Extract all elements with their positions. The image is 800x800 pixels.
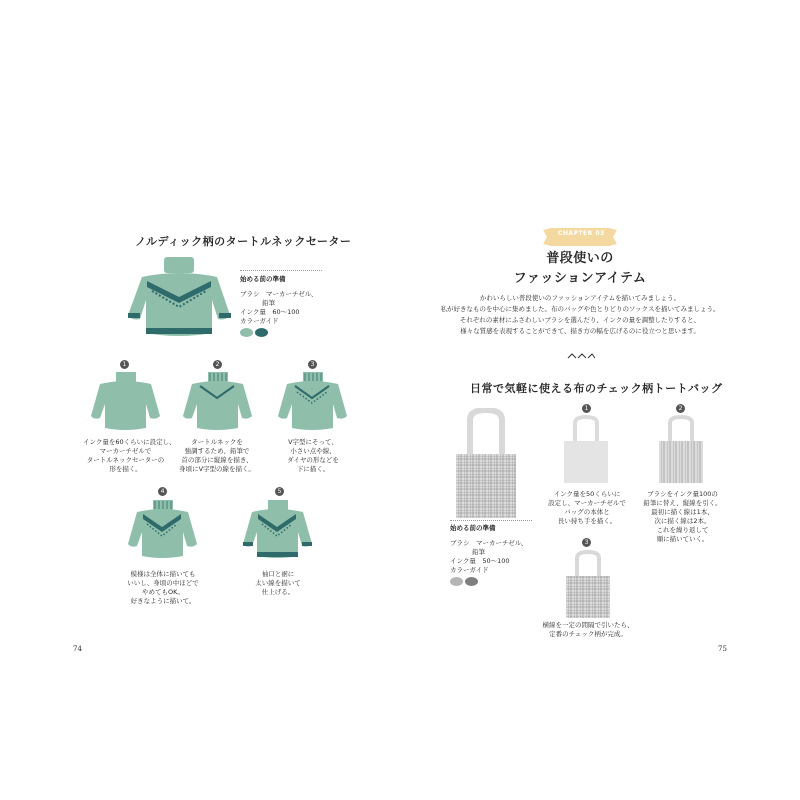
step-5-line: 袖口と裾に (261, 570, 295, 578)
bag-step-2-line: 次に描く線は2本。 (654, 517, 711, 525)
step-1-caption (83, 438, 176, 474)
right-prep-brush: ブラシ マーカーチゼル、 (450, 539, 528, 547)
step-3-line: V字型にそって、 (288, 438, 338, 446)
bag-step-2-line: 順に描いていく。 (656, 535, 709, 543)
color-swatch-teal (255, 328, 268, 337)
bag-step-2-line: ブラシをインク量100の (647, 490, 718, 498)
bag-step-2-caption (640, 490, 725, 544)
bag-step-1-badge: 1 (582, 404, 591, 413)
bag-step-3-caption (540, 621, 636, 639)
step-1-line: 形を描く。 (109, 465, 142, 473)
bag-step-2-badge: 2 (676, 404, 685, 413)
color-swatch-dark-gray (465, 577, 478, 586)
left-prep-heading: 始める前の準備 (240, 275, 286, 283)
step-1-line: マーカーチゼルで (99, 447, 152, 455)
section-ornament (566, 352, 596, 360)
intro-line: それぞれの素材にふさわしいブラシを選んだり、インクの量を調整したりすると、 (459, 316, 701, 324)
right-prep-divider (450, 520, 532, 521)
bag-step-1-line: 長い持ち手を描く。 (557, 517, 617, 525)
chapter-title-line-2: ファッションアイテム (513, 271, 647, 286)
bag-step-2-line: これを繰り返して (656, 526, 709, 534)
chapter-ribbon-label: CHAPTER 03 (558, 230, 605, 237)
step-5-sweater-illustration (240, 500, 316, 562)
bag-step-3-badge: 3 (582, 538, 591, 547)
left-prep-brush: ブラシ マーカーチゼル、 (240, 290, 318, 298)
right-page-title: 日常で気軽に使える布のチェック柄トートバッグ (470, 382, 723, 395)
left-page-number: 74 (73, 645, 82, 653)
bag-step-1-illustration (560, 415, 612, 485)
intro-line: 私が好きなものを中心に集めました。布のバッグや色とりどりのソックスを描いてみましょう。 (440, 305, 720, 313)
step-4-badge: 4 (158, 487, 167, 496)
bag-step-2-line: 鉛筆に替え、縦線を引く。 (643, 499, 722, 507)
right-prep-color: カラーガイド (450, 566, 489, 574)
step-4-line: やめてもOK。 (142, 588, 184, 596)
bag-step-1-line: 設定し、マーカーチゼルで (548, 499, 626, 507)
left-prep-divider (240, 270, 322, 271)
step-4-line: いいし、身頃の中ほどで (127, 579, 199, 587)
left-page-title: ノルディック柄のタートルネックセーター (135, 235, 352, 248)
left-prep-block (240, 275, 317, 340)
tote-bag-illustration (452, 408, 520, 520)
step-3-line: 小さい点や線、 (290, 447, 336, 455)
intro-line: 様々な質感を表現することができて、描き方の幅を広げるのに役立つと思います。 (460, 327, 700, 335)
bag-step-2-illustration (655, 415, 707, 485)
step-2-line: 首の部分に縦線を描き、 (181, 456, 253, 464)
bag-step-2-line: 最初に描く線は1本、 (651, 508, 714, 516)
right-prep-brush2: 鉛筆 (472, 548, 485, 556)
chapter-title-line-1: 普段使いの (546, 251, 614, 266)
step-5-line: 太い線を描いて (255, 579, 301, 587)
hero-sweater-illustration (122, 255, 237, 340)
step-2-sweater-illustration (180, 372, 255, 432)
step-4-caption (122, 570, 204, 606)
color-swatch-sage (240, 328, 253, 337)
step-5-line: 仕上げる。 (261, 588, 295, 596)
left-prep-brush2: 鉛筆 (262, 299, 275, 307)
intro-line: かわいらしい普段使いのファッションアイテムを描いてみましょう。 (479, 294, 681, 302)
step-2-line: タートルネックを (191, 438, 243, 446)
step-2-line: 身頃にV字型の線を描く。 (179, 465, 255, 473)
step-2-badge: 2 (213, 360, 222, 369)
step-3-line: ダイヤの形などを (287, 456, 339, 464)
step-2-line: 強調するため、鉛筆で (184, 447, 250, 455)
left-prep-color: カラーガイド (240, 317, 279, 325)
bag-step-3-line: 横線を一定の間隔で引いたら、 (542, 621, 634, 629)
step-3-line: 下に描く。 (296, 465, 330, 473)
right-prep-ink: インク量 50～100 (450, 557, 510, 565)
bag-step-1-line: インク量を50くらいに (553, 490, 621, 498)
step-3-sweater-illustration (275, 372, 350, 432)
step-1-badge: 1 (120, 360, 129, 369)
step-4-line: 模様は全体に描いても (130, 570, 196, 578)
step-1-line: タートルネックセーターの (86, 456, 165, 464)
step-4-line: 好きなように描いて。 (130, 597, 196, 605)
chapter-intro (430, 293, 730, 337)
right-prep-block (450, 524, 527, 589)
step-5-caption (238, 570, 318, 597)
color-swatch-light-gray (450, 577, 463, 586)
right-prep-heading: 始める前の準備 (450, 524, 496, 532)
step-1-sweater-illustration (88, 372, 163, 432)
right-page-number: 75 (718, 645, 727, 653)
bag-step-1-caption (548, 490, 626, 526)
step-5-badge: 5 (275, 487, 284, 496)
step-3-badge: 3 (308, 360, 317, 369)
step-3-caption (272, 438, 354, 474)
bag-step-3-illustration (562, 550, 614, 620)
bag-step-3-line: 定番のチェック柄が完成。 (549, 630, 627, 638)
bag-step-1-line: バッグの本体と (564, 508, 610, 516)
step-2-caption (172, 438, 262, 474)
left-prep-ink: インク量 60～100 (240, 308, 300, 316)
step-1-line: インク量を60くらいに設定し、 (83, 438, 176, 446)
step-4-sweater-illustration (125, 500, 201, 562)
